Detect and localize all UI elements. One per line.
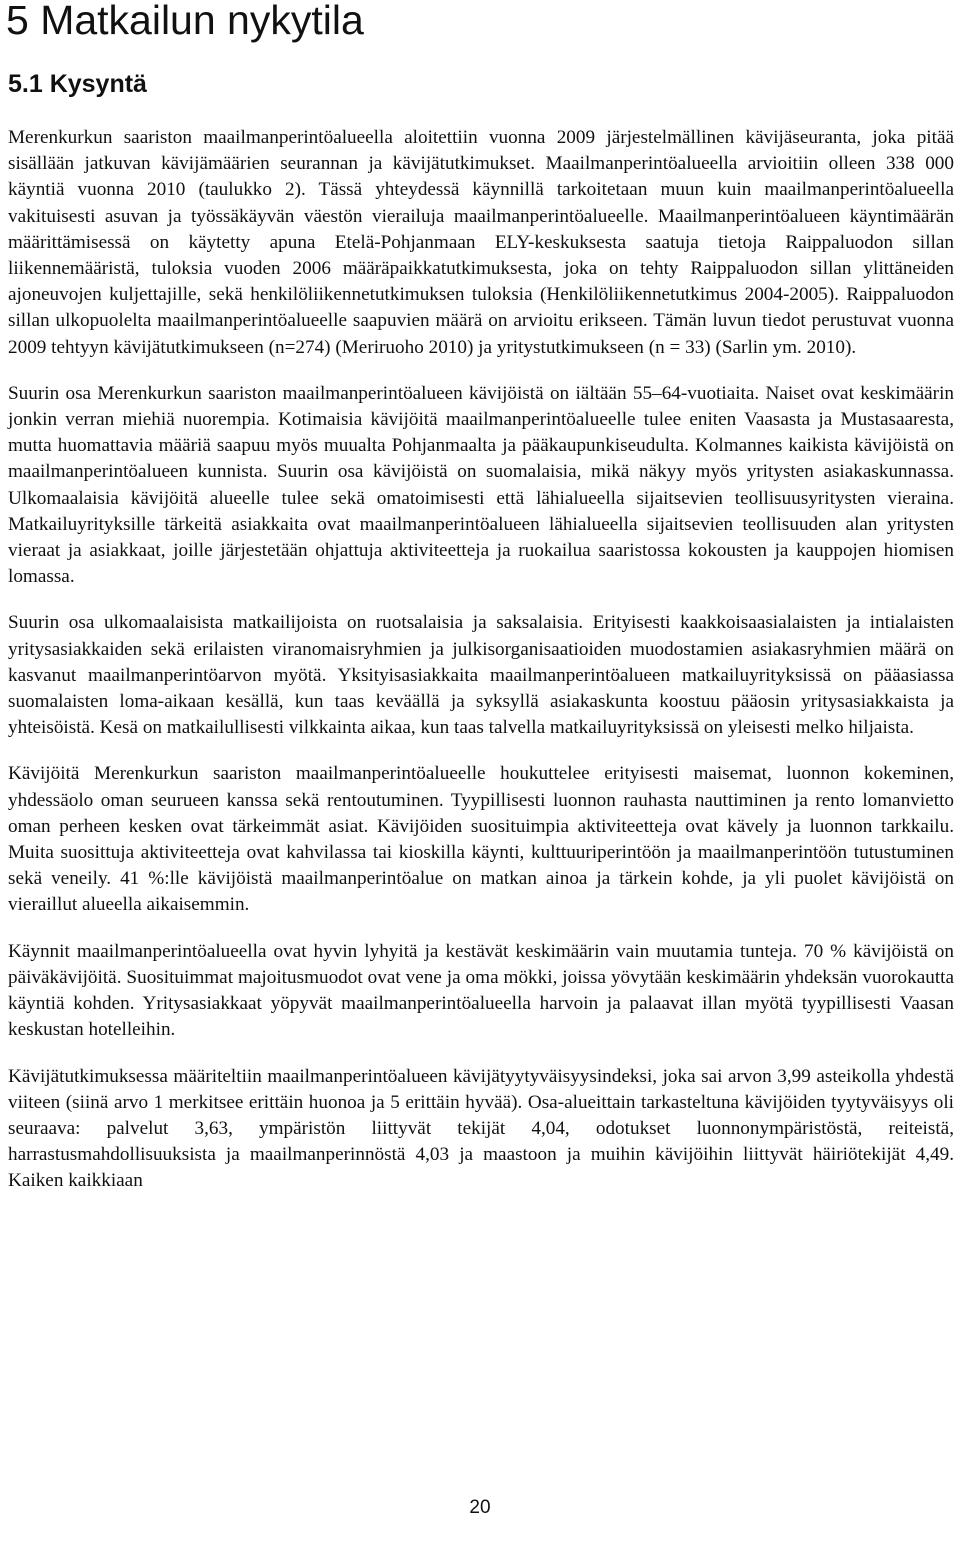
paragraph-satisfaction: Kävijätutkimuksessa määriteltiin maailmanperintöalueen kävijätyytyväisyysindeksi, joka sai arvon 3,99 asteikolla yhdestä viiteen (siinä arvo 1 merkitsee erittäin huonoa ja 5 erittäin hyvää). Osa-alueittain tarkasteltuna kävijöiden tyytyväisyys oli seuraava: palvelut 3,63, ympäristön liittyvät tekijät 4,04, odotukset luonnonympäristöstä, reiteistä, harrastusmahdollisuuksista ja maailmanperinnöstä 4,03 ja maastoon ja muihin kävijöihin liittyvät häiriötekijät 4,49. Kaiken kaikkiaan	[8, 1065, 954, 1192]
paragraph-foreign-visitors: Suurin osa ulkomaalaisista matkailijoista on ruotsalaisia ja saksalaisia. Erityisesti kaakkoisaasialaisten ja intialaisten yritysasiakkaiden sekä erilaisten viranomaisryhmien ja julkisorganisaatioiden muodostamien asiakasryhmien määrä on kasvanut maailmanperintöarvon myötä. Yksityisasiakkaita maailmanperintöalueen matkailuyrityksissä on pääasiassa suomalaisten loma-aikaan kesällä, kun taas keväällä ja syksyllä asiakaskunta koostuu pääosin yritysasiakkaista ja yhteisöistä. Kesä on matkailullisesti vilkkainta aikaa, kun taas talvella matkailuyrityksissä on yleisesti melko hiljaista.	[8, 612, 954, 739]
paragraph-visitor-monitoring: Merenkurkun saariston maailmanperintöalueella aloitettiin vuonna 2009 järjestelmällinen kävijäseuranta, joka pitää sisällään jatkuvan kävijämäärien seurannan ja kävijätutkimukset. Maailmanperintöalueella arvioitiin olleen 338 000 käyntiä vuonna 2010 (taulukko 2). Tässä yhteydessä käynnillä tarkoitetaan muun kuin maailmanperintöalueella vakituisesti asuvan ja työssäkäyvän väestön vierailuja maailmanperintöalueelle. Maailmanperintöalueen käyntimäärän määrittämisessä on käytetty apuna Etelä-Pohjanmaan ELY-keskuksesta saatuja tietoja Raippaluodon sillan liikennemääristä, tuloksia vuoden 2006 määräpaikkatutkimuksesta, joka on tehty Raippaluodon sillan ylittäneiden ajoneuvojen kuljettajille, sekä henkilöliikennetutkimuksen tuloksia (Henkilöliikennetutkimus 2004-2005). Raippaluodon sillan ulkopuolelta maailmanperintöalueelle saapuvien määrä on arvioitu erikseen. Tämän luvun tiedot perustuvat vuonna 2009 tehtyyn kävijätutkimukseen (n=274) (Meriruoho 2010) ja yritystutkimukseen (n = 33) (Sarlin ym. 2010).	[8, 127, 954, 358]
page-number: 20	[469, 1497, 491, 1518]
section-heading: 5.1 Kysyntä	[8, 70, 147, 98]
body-text	[8, 125, 954, 1215]
paragraph-attractions: Kävijöitä Merenkurkun saariston maailmanperintöalueelle houkuttelee erityisesti maisemat, luonnon kokeminen, yhdessäolo oman seurueen kanssa sekä rentoutuminen. Tyypillisesti luonnon rauhasta nauttiminen ja rento lomanvietto oman perheen kesken ovat tärkeimmät asiat. Kävijöiden suosituimpia aktiviteetteja ovat kävely ja luonnon tarkkailu. Muita suosittuja aktiviteetteja ovat kahvilassa tai kioskilla käynti, kulttuuriperintöön ja maailmanperintöön tutustuminen sekä veneily. 41 %:lle kävijöistä maailmanperintöalue on matkan ainoa ja tärkein kohde, ja yli puolet kävijöistä on vieraillut alueella aikaisemmin.	[8, 763, 954, 916]
paragraph-visitor-profile: Suurin osa Merenkurkun saariston maailmanperintöalueen kävijöistä on iältään 55–64-vuotiaita. Naiset ovat keskimäärin jonkin verran miehiä nuorempia. Kotimaisia kävijöitä maailmanperintöalueelle tulee eniten Vaasasta ja Mustasaaresta, mutta huomattavia määriä saapuu myös muualta Pohjanmaalta ja pääkaupunkiseudulta. Kolmannes kaikista kävijöistä on maailmanperintöalueen kunnista. Suurin osa kävijöistä on suomalaisia, mikä näkyy myös yritysten asiakaskunnassa. Ulkomaalaisia kävijöitä alueelle tulee sekä omatoimisesti että lähialueella sijaitsevien teollisuusyritysten vieraina. Matkailuyrityksille tärkeitä asiakkaita ovat maailmanperintöalueen lähialueella sijaitsevien teollisuuden alan yritysten vieraat ja asiakkaat, joille järjestetään ohjattuja aktiviteetteja ja ruokailua saaristossa kokousten ja kauppojen hiomisen lomassa.	[8, 382, 954, 588]
paragraph-visit-length: Käynnit maailmanperintöalueella ovat hyvin lyhyitä ja kestävät keskimäärin vain muutamia tunteja. 70 % kävijöistä on päiväkävijöitä. Suosituimmat majoitusmuodot ovat vene ja oma mökki, joissa yövytään keskimäärin yhdeksän vuorokautta käyntiä kohden. Yritysasiakkaat yöpyvät maailmanperintöalueella harvoin ja palaavat illan myötä tyypillisesti Vaasan keskustan hotelleihin.	[8, 940, 954, 1041]
chapter-heading: 5 Matkailun nykytila	[6, 0, 364, 43]
